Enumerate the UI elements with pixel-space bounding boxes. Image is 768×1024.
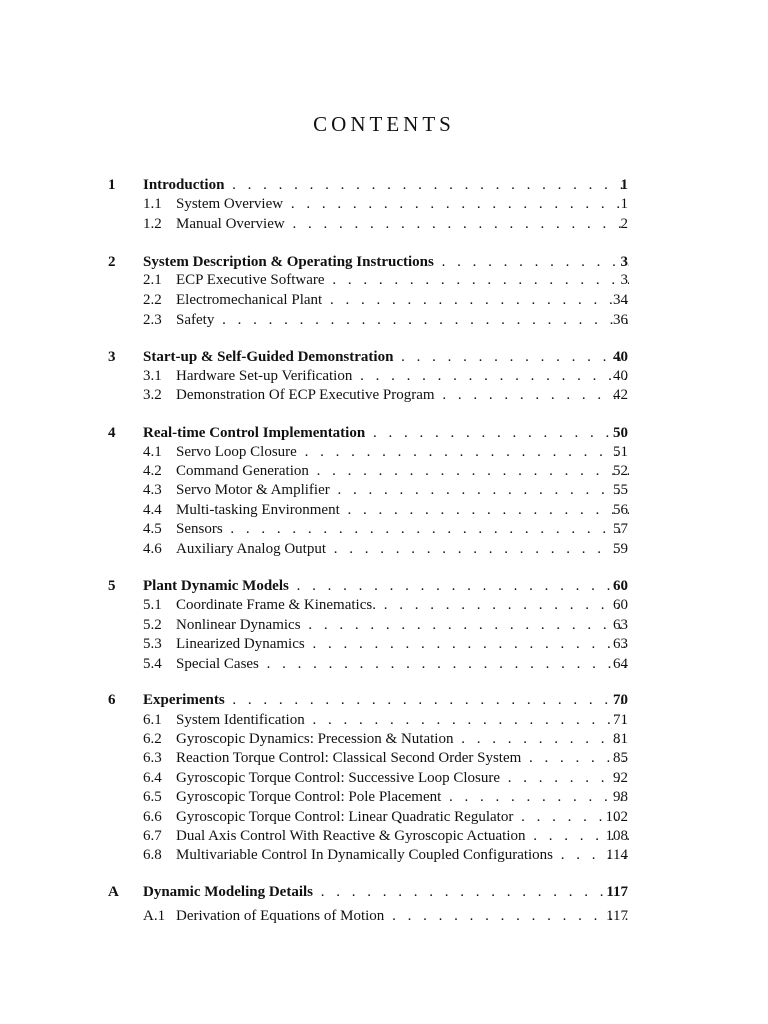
toc-entry-number: 6.1 — [143, 712, 162, 728]
toc-entry-title: Auxiliary Analog Output . . . — [176, 540, 629, 560]
toc-entry-page: 57 — [613, 521, 628, 537]
toc-entry-number: 6.7 — [143, 828, 162, 844]
toc-section-entry[interactable] — [0, 520, 768, 540]
toc-chapter-entry[interactable] — [0, 253, 768, 273]
toc-entry-page: 71 — [613, 712, 628, 728]
toc-section-entry[interactable] — [0, 271, 768, 291]
toc-entry-number: 4.6 — [143, 541, 162, 557]
toc-entry-number: 4.4 — [143, 502, 162, 518]
toc-entry-page: 40 — [613, 349, 628, 365]
toc-entry-number: 5.3 — [143, 636, 162, 652]
toc-entry-number: 4.2 — [143, 463, 162, 479]
toc-entry-title: ECP Executive Software . . . — [176, 271, 629, 291]
toc-entry-page: 56 — [613, 502, 628, 518]
toc-chapter-entry[interactable] — [0, 577, 768, 597]
toc-section-entry[interactable] — [0, 711, 768, 731]
toc-entry-title: System Overview . . . — [176, 195, 629, 215]
toc-entry-title: Plant Dynamic Models . . . — [143, 577, 629, 597]
toc-chapter-entry[interactable] — [0, 883, 768, 903]
toc-section-entry[interactable] — [0, 907, 768, 927]
toc-section-entry[interactable] — [0, 540, 768, 560]
toc-entry-title: Hardware Set-up Verification . . . — [176, 367, 629, 387]
toc-entry-number: 2.2 — [143, 292, 162, 308]
toc-entry-page: 55 — [613, 482, 628, 498]
toc-entry-number: 5.2 — [143, 617, 162, 633]
toc-entry-title: Multi-tasking Environment . . . — [176, 501, 629, 521]
toc-entry-page: 63 — [613, 636, 628, 652]
toc-entry-title: Linearized Dynamics . . . — [176, 635, 629, 655]
toc-entry-number: 4.3 — [143, 482, 162, 498]
toc-section-entry[interactable] — [0, 462, 768, 482]
toc-entry-page: 117 — [606, 884, 628, 900]
toc-section-entry[interactable] — [0, 749, 768, 769]
toc-entry-title: Introduction . . . — [143, 176, 629, 196]
toc-entry-number: A.1 — [143, 908, 166, 924]
toc-entry-page: 3 — [620, 272, 628, 288]
toc-entry-page: 60 — [613, 578, 628, 594]
toc-entry-title: System Identification . . . — [176, 711, 629, 731]
toc-section-entry[interactable] — [0, 291, 768, 311]
toc-chapter-entry[interactable] — [0, 176, 768, 196]
toc-entry-number: 2.1 — [143, 272, 162, 288]
toc-entry-title: Reaction Torque Control: Classical Second Order System . . . — [176, 749, 629, 769]
toc-entry-title: Dynamic Modeling Details . . . — [143, 883, 629, 903]
toc-entry-title: Dual Axis Control With Reactive & Gyroscopic Actuation . . . — [176, 827, 629, 847]
toc-entry-number: 5 — [108, 578, 116, 594]
toc-entry-title: Safety . . . — [176, 311, 629, 331]
toc-entry-page: 117 — [606, 908, 628, 924]
toc-entry-title: Servo Loop Closure . . . — [176, 443, 629, 463]
toc-entry-title: Sensors . . . — [176, 520, 629, 540]
toc-entry-title: Demonstration Of ECP Executive Program . . . — [176, 386, 629, 406]
toc-entry-page: 81 — [613, 731, 628, 747]
toc-entry-number: 6.4 — [143, 770, 162, 786]
toc-entry-number: 3 — [108, 349, 116, 365]
toc-entry-number: 2.3 — [143, 312, 162, 328]
toc-section-entry[interactable] — [0, 215, 768, 235]
toc-section-entry[interactable] — [0, 443, 768, 463]
toc-section-entry[interactable] — [0, 501, 768, 521]
toc-chapter-entry[interactable] — [0, 691, 768, 711]
toc-entry-page: 59 — [613, 541, 628, 557]
toc-section-entry[interactable] — [0, 827, 768, 847]
toc-entry-number: 5.1 — [143, 597, 162, 613]
toc-entry-title: Real-time Control Implementation . . . — [143, 424, 629, 444]
toc-entry-title: Gyroscopic Torque Control: Linear Quadratic Regulator . . . — [176, 808, 629, 828]
toc-section-entry[interactable] — [0, 808, 768, 828]
toc-entry-page: 1 — [620, 177, 628, 193]
toc-chapter-entry[interactable] — [0, 348, 768, 368]
toc-entry-page: 42 — [613, 387, 628, 403]
toc-entry-title: Gyroscopic Torque Control: Pole Placement . . . — [176, 788, 629, 808]
toc-entry-page: 50 — [613, 425, 628, 441]
toc-entry-title: System Description & Operating Instructions . . . — [143, 253, 629, 273]
toc-entry-page: 52 — [613, 463, 628, 479]
toc-entry-number: 6.8 — [143, 847, 162, 863]
toc-entry-number: 3.1 — [143, 368, 162, 384]
toc-entry-number: 2 — [108, 254, 116, 270]
toc-entry-page: 92 — [613, 770, 628, 786]
toc-entry-number: 6.6 — [143, 809, 162, 825]
toc-section-entry[interactable] — [0, 769, 768, 789]
toc-entry-number: 6.2 — [143, 731, 162, 747]
toc-section-entry[interactable] — [0, 730, 768, 750]
toc-entry-title: Manual Overview . . . — [176, 215, 629, 235]
toc-entry-title: Command Generation . . . — [176, 462, 629, 482]
toc-entry-title: Experiments . . . — [143, 691, 629, 711]
toc-entry-number: 1.2 — [143, 216, 162, 232]
toc-section-entry[interactable] — [0, 635, 768, 655]
toc-entry-title: Nonlinear Dynamics . . . — [176, 616, 629, 636]
toc-section-entry[interactable] — [0, 367, 768, 387]
toc-entry-page: 63 — [613, 617, 628, 633]
toc-entry-title: Start-up & Self-Guided Demonstration . . . — [143, 348, 629, 368]
toc-entry-page: 40 — [613, 368, 628, 384]
toc-entry-title: Servo Motor & Amplifier . . . — [176, 481, 629, 501]
toc-section-entry[interactable] — [0, 616, 768, 636]
toc-entry-number: 1.1 — [143, 196, 162, 212]
toc-entry-number: 4 — [108, 425, 116, 441]
toc-section-entry[interactable] — [0, 386, 768, 406]
toc-entry-title: Gyroscopic Torque Control: Successive Loop Closure . . . — [176, 769, 629, 789]
toc-entry-page: 60 — [613, 597, 628, 613]
toc-entry-number: A — [108, 884, 119, 900]
toc-entry-page: 98 — [613, 789, 628, 805]
toc-section-entry[interactable] — [0, 596, 768, 616]
toc-entry-title: Gyroscopic Dynamics: Precession & Nutation . . . — [176, 730, 629, 750]
toc-entry-number: 1 — [108, 177, 116, 193]
toc-entry-page: 3 — [620, 254, 628, 270]
toc-entry-page: 114 — [606, 847, 628, 863]
toc-entry-title: Coordinate Frame & Kinematics. . . . — [176, 596, 629, 616]
toc-entry-title: Multivariable Control In Dynamically Coupled Configurations . . . — [176, 846, 629, 866]
toc-section-entry[interactable] — [0, 195, 768, 215]
toc-entry-number: 4.5 — [143, 521, 162, 537]
toc-entry-page: 1 — [620, 196, 628, 212]
toc-entry-page: 2 — [620, 216, 628, 232]
toc-entry-page: 64 — [613, 656, 628, 672]
toc-section-entry[interactable] — [0, 481, 768, 501]
toc-entry-number: 3.2 — [143, 387, 162, 403]
toc-section-entry[interactable] — [0, 846, 768, 866]
page-title: CONTENTS — [313, 112, 455, 136]
toc-section-entry[interactable] — [0, 655, 768, 675]
toc-entry-number: 4.1 — [143, 444, 162, 460]
toc-entry-number: 5.4 — [143, 656, 162, 672]
toc-entry-title: Special Cases . . . — [176, 655, 629, 675]
toc-entry-page: 51 — [613, 444, 628, 460]
toc-entry-page: 34 — [613, 292, 628, 308]
toc-entry-page: 70 — [613, 692, 628, 708]
toc-entry-title: Derivation of Equations of Motion . . . — [176, 907, 629, 927]
toc-chapter-entry[interactable] — [0, 424, 768, 444]
toc-entry-number: 6.5 — [143, 789, 162, 805]
toc-entry-title: Electromechanical Plant . . . — [176, 291, 629, 311]
toc-entry-number: 6 — [108, 692, 116, 708]
toc-section-entry[interactable] — [0, 788, 768, 808]
toc-section-entry[interactable] — [0, 311, 768, 331]
toc-entry-page: 102 — [605, 809, 628, 825]
toc-entry-page: 108 — [605, 828, 628, 844]
toc-entry-page: 36 — [613, 312, 628, 328]
toc-entry-number: 6.3 — [143, 750, 162, 766]
toc-entry-page: 85 — [613, 750, 628, 766]
